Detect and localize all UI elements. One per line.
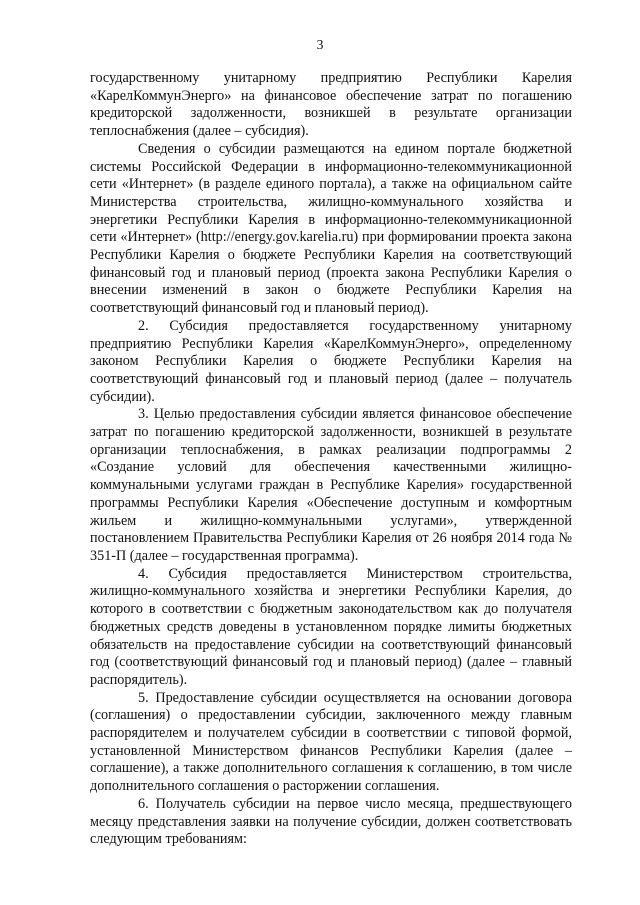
paragraph-continuation: государственному унитарному предприятию Республики Карелия «КарелКоммунЭнерго» на финансовое обеспечение затрат по погашению кредиторской задолженности, возникшей в результате организации теплоснабжения (далее – субсидия). <box>90 70 572 140</box>
paragraph-3: 3. Целью предоставления субсидии является финансовое обеспечение затрат по погашению кредиторской задолженности, возникшей в результате организации теплоснабжения, в рамках реализации подпрограммы 2 «Создание условий для обеспечения качественными жилищно-коммунальными услугами граждан в Республике Карелия» государственной программы Республики Карелия «Обеспечение доступным и комфортным жильем и жилищно-коммунальными услугами», утвержденной постановлением Правительства Республики Карелия от 26 ноября 2014 года № 351-П (далее – государственная программа). <box>90 406 572 564</box>
paragraph-4: 4. Субсидия предоставляется Министерством строительства, жилищно-коммунального хозяйства и энергетики Республики Карелия, до которого в соответствии с бюджетным законодательством как до получателя бюджетных средств доведены в установленном порядке лимиты бюджетных обязательств на предоставление субсидии на соответствующий финансовый год (соответствующий финансовый год и плановый период) (далее – главный распорядитель). <box>90 565 572 688</box>
document-body <box>90 70 572 849</box>
paragraph-2: 2. Субсидия предоставляется государственному унитарному предприятию Республики Карелия «КарелКоммунЭнерго», определенному законом Республики Карелия о бюджете Республики Карелия на соответствующий финансовый год и плановый период (далее – получатель субсидии). <box>90 317 572 405</box>
page-number: 3 <box>316 38 324 53</box>
paragraph-5: 5. Предоставление субсидии осуществляется на основании договора (соглашения) о предоставлении субсидии, заключенного между главным распорядителем и получателем субсидии в соответствии с типовой формой, установленной Министерством финансов Республики Карелия (далее – соглашение), а также дополнительного соглашения к соглашению, в том числе дополнительного соглашения о расторжении соглашения. <box>90 689 572 795</box>
paragraph-6: 6. Получатель субсидии на первое число месяца, предшествующего месяцу представления заявки на получение субсидии, должен соответствовать следующим требованиям: <box>90 795 572 848</box>
paragraph-subsidy-info: Сведения о субсидии размещаются на едином портале бюджетной системы Российской Федерации в информационно-телекоммуникационной сети «Интернет» (в разделе единого портала), а также на официальном сайте Министерства строительства, жилищно-коммунального хозяйства и энергетики Республики Карелия в информационно-телекоммуникационной сети «Интернет» (http://energy.gov.karelia.ru) при формировании проекта закона Республики Карелия о бюджете Республики Карелия на соответствующий финансовый год и плановый период (проекта закона Республики Карелия о внесении изменений в закон о бюджете Республики Карелия на соответствующий финансовый год и плановый период). <box>90 140 572 317</box>
